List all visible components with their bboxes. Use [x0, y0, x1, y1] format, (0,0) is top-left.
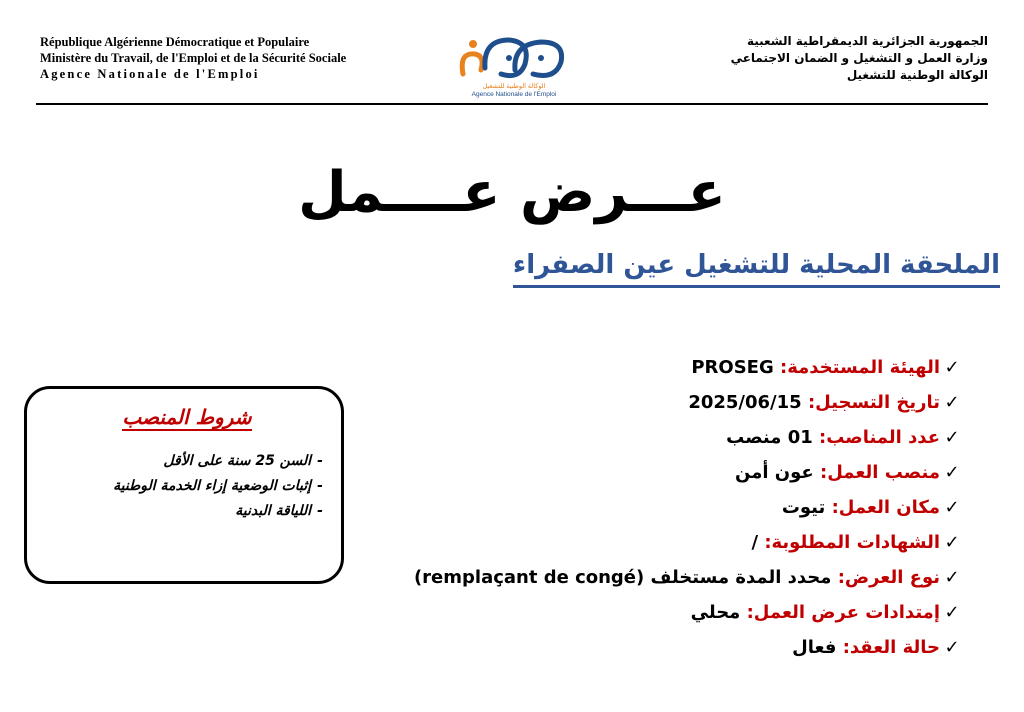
header-fr-line-1: République Algérienne Démocratique et Populaire [40, 35, 310, 49]
bullet-dash: - [317, 453, 323, 469]
checkmark-icon: ✓ [944, 532, 960, 553]
checkmark-icon: ✓ [944, 462, 960, 483]
condition-text: إثبات الوضعية إزاء الخدمة الوطنية [113, 478, 311, 494]
detail-label: حالة العقد: [842, 637, 940, 658]
condition-item [29, 499, 329, 524]
checkmark-icon: ✓ [944, 427, 960, 448]
conditions-box [24, 386, 344, 584]
conditions-title-text: شروط المنصب [122, 405, 252, 429]
header-fr-line-2: Ministère du Travail, de l'Emploi et de la Sécurité Sociale [40, 51, 347, 65]
header-french [40, 34, 440, 82]
checkmark-icon: ✓ [944, 567, 960, 588]
header-divider [36, 103, 988, 105]
detail-value: PROSEG [691, 357, 774, 378]
checkmark-icon: ✓ [944, 497, 960, 518]
detail-value: محلي [690, 602, 741, 623]
detail-value: 01 منصب [726, 427, 813, 448]
condition-item [29, 474, 329, 499]
detail-work-location [284, 490, 964, 525]
detail-label: إمتدادات عرض العمل: [746, 602, 940, 623]
header-fr-line-3: Agence Nationale de l'Emploi [40, 67, 260, 81]
checkmark-icon: ✓ [944, 392, 960, 413]
detail-label: منصب العمل: [820, 462, 940, 483]
detail-label: الشهادات المطلوبة: [764, 532, 940, 553]
bullet-dash: - [317, 478, 323, 494]
agency-name: الملحقة المحلية للتشغيل عين الصفراء [513, 247, 1000, 288]
checkmark-icon: ✓ [944, 602, 960, 623]
logo-caption-ar: الوكالة الوطنية للتشغيل [482, 83, 546, 90]
detail-positions-count [284, 420, 964, 455]
header-arabic [568, 33, 988, 84]
bullet-dash: - [317, 503, 323, 519]
detail-value: محدد المدة مستخلف (remplaçant de congé) [413, 567, 832, 588]
detail-label: الهيئة المستخدمة: [780, 357, 940, 378]
detail-contract-status [284, 630, 964, 665]
offer-details-list [284, 350, 964, 665]
condition-item [29, 449, 329, 474]
detail-value: عون أمن [735, 462, 814, 483]
detail-label: نوع العرض: [837, 567, 940, 588]
header-ar-line-2: وزارة العمل و التشغيل و الضمان الاجتماعي [730, 51, 988, 65]
page-title: عـــرض عــــمل [298, 160, 726, 225]
condition-text: السن 25 سنة على الأقل [163, 453, 311, 469]
detail-employer [284, 350, 964, 385]
detail-offer-type [284, 560, 964, 595]
detail-label: تاريخ التسجيل: [807, 392, 940, 413]
detail-value: تيوت [781, 497, 826, 518]
detail-value: / [751, 532, 759, 553]
detail-value: فعال [792, 637, 837, 658]
logo-caption [452, 83, 576, 99]
detail-offer-extent [284, 595, 964, 630]
conditions-list [29, 449, 329, 524]
detail-job-title [284, 455, 964, 490]
conditions-title [27, 405, 347, 429]
detail-value: 2025/06/15 [688, 392, 802, 413]
logo-caption-fr: Agence Nationale de l'Emploi [471, 91, 557, 98]
checkmark-icon: ✓ [944, 637, 960, 658]
detail-registration-date [284, 385, 964, 420]
detail-label: مكان العمل: [831, 497, 940, 518]
header-ar-line-1: الجمهورية الجزائرية الديمقراطية الشعبية [746, 34, 988, 48]
condition-text: اللياقة البدنية [235, 503, 311, 519]
detail-required-diplomas [284, 525, 964, 560]
checkmark-icon: ✓ [944, 357, 960, 378]
detail-label: عدد المناصب: [819, 427, 940, 448]
header-ar-line-3: الوكالة الوطنية للتشغيل [846, 68, 988, 82]
